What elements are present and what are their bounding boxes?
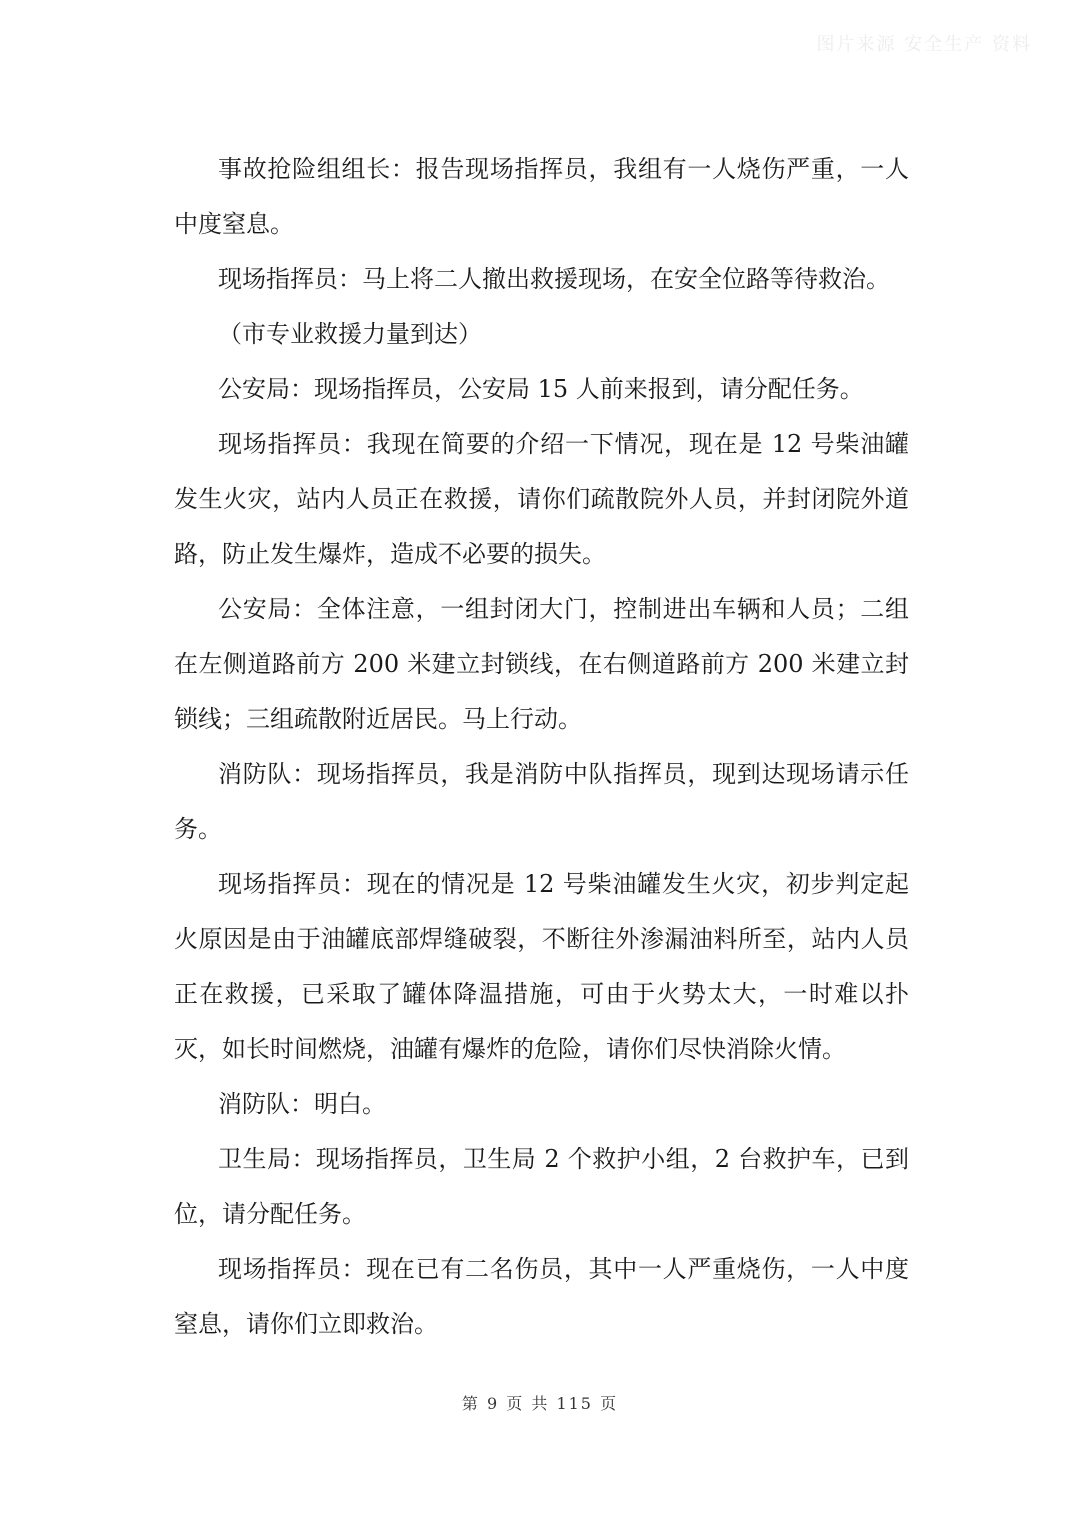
watermark-text: 图片来源 安全生产 资料 — [816, 34, 1032, 55]
paragraph: 消防队：明白。 — [218, 1090, 386, 1118]
paragraph: 公安局：现场指挥员，公安局 15 人前来报到，请分配任务。 — [218, 375, 864, 403]
paragraph: 现场指挥员：我现在简要的介绍一下情况，现在是 12 号柴油罐发生火灾，站内人员正在救援，请你们疏散院外人员，并封闭院外道路，防止发生爆炸，造成不必要的损失。 — [174, 430, 909, 568]
paragraph: 公安局：全体注意，一组封闭大门，控制进出车辆和人员；二组在左侧道路前方 200 米建立封锁线，在右侧道路前方 200 米建立封锁线；三组疏散附近居民。马上行动。 — [174, 595, 909, 733]
paragraph: 事故抢险组组长：报告现场指挥员，我组有一人烧伤严重，一人中度窒息。 — [174, 155, 909, 238]
paragraph: 现场指挥员：马上将二人撤出救援现场，在安全位路等待救治。 — [218, 265, 890, 293]
paragraph: 现场指挥员：现在已有二名伤员，其中一人严重烧伤，一人中度窒息，请你们立即救治。 — [174, 1255, 909, 1338]
page-footer: 第 9 页 共 115 页 — [461, 1394, 619, 1413]
paragraph: 卫生局：现场指挥员，卫生局 2 个救护小组，2 台救护车，已到位，请分配任务。 — [174, 1145, 909, 1228]
paragraph: （市专业救援力量到达） — [218, 320, 482, 348]
document-body — [174, 142, 909, 1352]
paragraph: 现场指挥员：现在的情况是 12 号柴油罐发生火灾，初步判定起火原因是由于油罐底部焊缝破裂，不断往外渗漏油料所至，站内人员正在救援，已采取了罐体降温措施，可由于火势太大，一时难以扑灭，如长时间燃烧，油罐有爆炸的危险，请你们尽快消除火情。 — [174, 870, 909, 1063]
paragraph: 消防队：现场指挥员，我是消防中队指挥员，现到达现场请示任务。 — [174, 760, 909, 843]
